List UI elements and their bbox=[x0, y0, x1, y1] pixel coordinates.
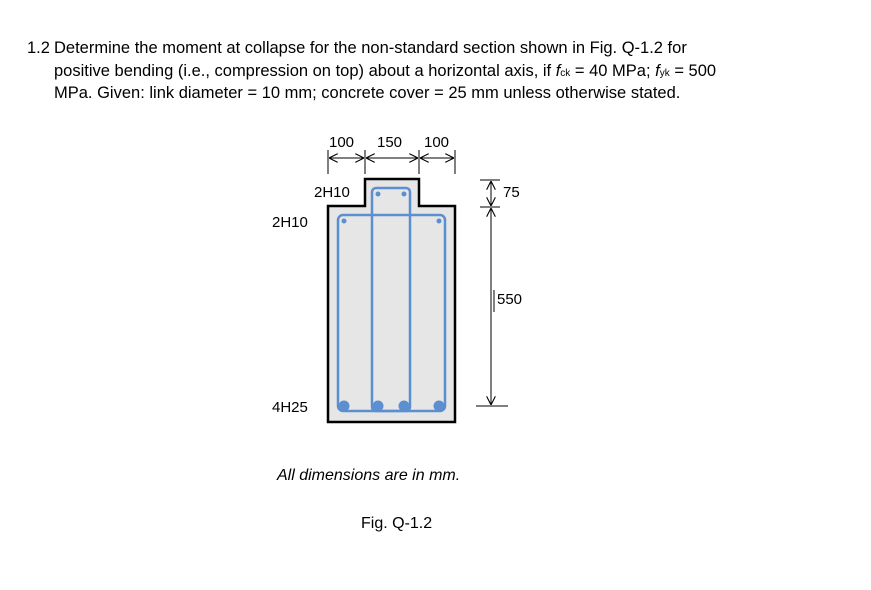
bottom-bar-1 bbox=[339, 401, 350, 412]
fyk-symbol: f bbox=[655, 62, 660, 80]
side-bar-right bbox=[437, 219, 442, 224]
bottom-bar-3 bbox=[399, 401, 410, 412]
question-line-1: Determine the moment at collapse for the non-standard section shown in Fig. Q-1.2 for bbox=[54, 39, 687, 57]
dimensions-caption: All dimensions are in mm. bbox=[277, 467, 461, 484]
dim-top-right-label: 100 bbox=[424, 134, 450, 151]
question-number: 1.2 bbox=[27, 39, 50, 57]
top-bar-left bbox=[376, 192, 381, 197]
dim-top-mid-label: 150 bbox=[377, 134, 403, 151]
figure-label: Fig. Q-1.2 bbox=[361, 515, 433, 532]
side-bar-left bbox=[342, 219, 347, 224]
bottom-bars-label: 4H25 bbox=[272, 399, 308, 416]
fck-symbol: f bbox=[555, 62, 561, 80]
question-line-2-b: = 40 MPa; bbox=[570, 62, 656, 80]
question-line-2-a: positive bending (i.e., compression on top) about a horizontal axis, if bbox=[54, 62, 556, 80]
dim-height-label: 550 bbox=[497, 291, 523, 308]
bottom-bar-2 bbox=[373, 401, 384, 412]
bottom-bar-4 bbox=[434, 401, 445, 412]
fyk-subscript: yk bbox=[659, 68, 670, 79]
top-bar-right bbox=[402, 192, 407, 197]
top-dimension-lines bbox=[328, 150, 455, 174]
fck-subscript: ck bbox=[560, 68, 571, 79]
question-line-2-c: = 500 bbox=[669, 62, 717, 80]
dim-top-left-label: 100 bbox=[329, 134, 355, 151]
side-bars-label: 2H10 bbox=[272, 214, 308, 231]
question-line-3: MPa. Given: link diameter = 10 mm; concrete cover = 25 mm unless otherwise stated. bbox=[54, 84, 681, 102]
top-bars-label: 2H10 bbox=[314, 184, 350, 201]
dim-flange-label: 75 bbox=[503, 184, 520, 201]
